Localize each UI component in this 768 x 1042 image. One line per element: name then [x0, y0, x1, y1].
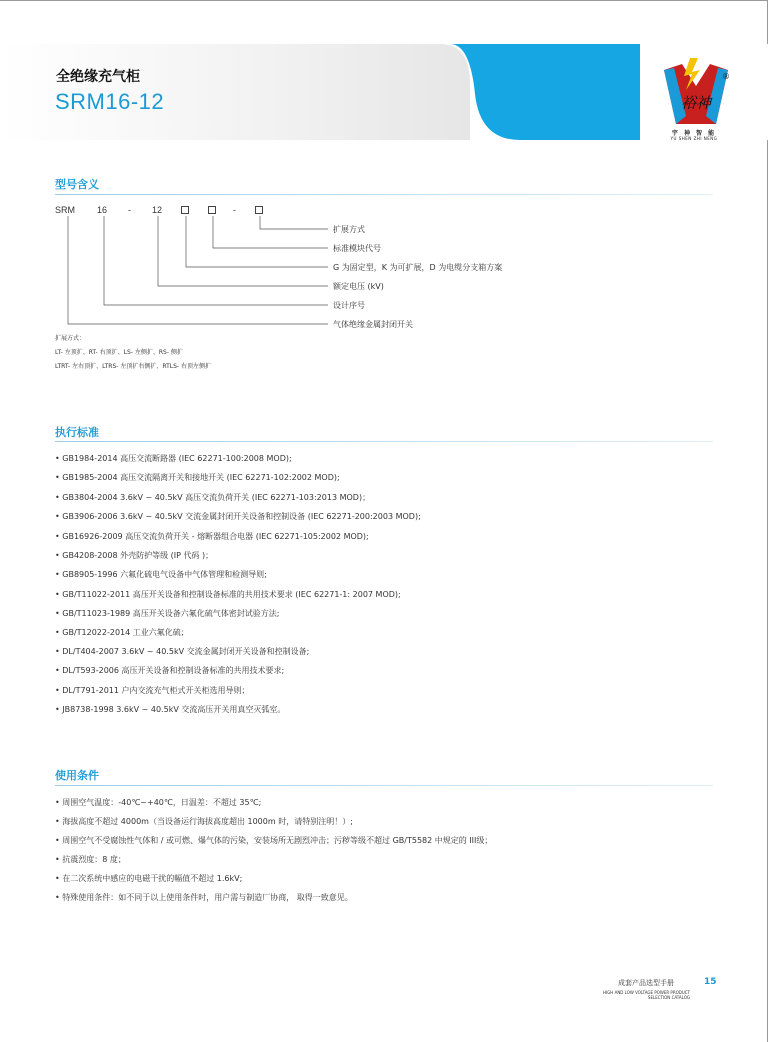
section-heading-standards: 执行标准	[55, 426, 99, 439]
standard-item: • GB/T11023-1989 高压开关设备六氟化硫气体密封试验方法;	[55, 609, 280, 618]
standard-item: • GB1984-2014 高压交流断路器 (IEC 62271-100:2008 MOD);	[55, 454, 292, 463]
condition-item: • 在二次系统中感应的电磁干扰的幅值不超过 1.6kV;	[55, 874, 243, 883]
standard-item: • GB16926-2009 高压交流负荷开关 - 熔断器组合电器 (IEC 62271-105:2002 MOD);	[55, 532, 369, 541]
model-code-prefix: SRM	[55, 205, 75, 215]
section-heading-model: 型号含义	[55, 178, 99, 191]
svg-text:裕神: 裕神	[680, 94, 712, 112]
section-divider	[55, 785, 713, 786]
standard-item: • DL/T404-2007 3.6kV ~ 40.5kV 交流金属封闭开关设备和控制设备;	[55, 647, 310, 656]
model-code-dash: -	[128, 205, 131, 215]
product-model-title: SRM16-12	[55, 89, 165, 114]
standard-item: • GB4208-2008 外壳防护等级 (IP 代码 )；	[55, 551, 214, 560]
logo-chinese-text: 宇 神 智 能	[671, 130, 717, 137]
condition-item: • 周围空气不受腐蚀性气体和 / 或可燃、爆气体的污染，安装场所无剧烈冲击；污秽等级不超过 GB/T5582 中规定的 III级；	[55, 836, 493, 845]
footer-catalog-en: SELECTION CATALOG	[647, 995, 690, 1000]
standard-item: • DL/T791-2011 户内交流充气柜式开关柜选用导则；	[55, 686, 250, 695]
page-title: 全绝缘充气柜	[56, 69, 140, 85]
logo-pinyin-text: YU SHEN ZHI NENG	[670, 136, 718, 141]
standard-item: • GB3906-2006 3.6kV ~ 40.5kV 交流金属封闭开关设备和控制设备 (IEC 62271-200:2003 MOD);	[55, 512, 421, 521]
condition-item: • 抗震烈度：8 度；	[55, 855, 126, 864]
model-code-voltage: 12	[152, 205, 163, 215]
condition-item: • 海拔高度不超过 4000m（当设备运行海拔高度超出 1000m 时，请特别注明！）;	[55, 817, 353, 826]
condition-item: • 周围空气温度：-40℃~+40℃，日温差：不超过 35℃;	[55, 798, 262, 807]
model-code-dash: -	[233, 205, 236, 215]
standard-item: • GB/T12022-2014 工业六氟化硫；	[55, 628, 189, 637]
page-number: 15	[704, 977, 717, 987]
model-desc-design: 设计序号	[333, 301, 365, 310]
section-heading-conditions: 使用条件	[55, 769, 99, 782]
standard-item: • DL/T593-2006 高压开关设备和控制设备标准的共用技术要求;	[55, 666, 285, 675]
standard-item: • GB8905-1996 六氟化硫电气设备中气体管理和检测导则;	[55, 570, 267, 579]
model-desc-switch: 气体绝缘金属封闭开关	[333, 320, 413, 329]
standard-item: • GB1985-2004 高压交流隔离开关和接地开关 (IEC 62271-102:2002 MOD);	[55, 473, 340, 482]
footer-catalog-title: 成套产品选型手册	[618, 979, 674, 987]
extension-note-title: 扩展方式：	[55, 335, 86, 342]
model-desc-module: 标准模块代号	[333, 244, 381, 253]
extension-note: LT- 左顶扩、RT- 右顶扩、LS- 左侧扩、RS- 侧扩	[55, 349, 183, 356]
footer-catalog-en: HIGH AND LOW VOLTAGE POWER PRODUCT	[603, 990, 690, 995]
extension-note: LTRT- 左右顶扩、LTRS- 左顶扩右侧扩、RTLS- 右顶左侧扩	[55, 363, 211, 370]
standard-item: • GB/T11022-2011 高压开关设备和控制设备标准的共用技术要求 (IEC 62271-1: 2007 MOD);	[55, 590, 401, 599]
standard-item: • JB8738-1998 3.6kV ~ 40.5kV 交流高压开关用真空灭弧室。	[55, 705, 286, 714]
model-code-series: 16	[97, 205, 108, 215]
model-leader-lines	[0, 0, 768, 340]
model-desc-voltage: 额定电压 (kV)	[333, 282, 384, 291]
registered-mark: ®	[722, 72, 730, 81]
condition-item: • 特殊使用条件：如不同于以上使用条件时，用户需与制造厂协商， 取得一致意见。	[55, 893, 353, 902]
model-desc-extension: 扩展方式	[333, 225, 365, 234]
model-desc-type: G 为固定型，K 为可扩展，D 为电缆分支箱方案	[333, 263, 503, 272]
section-divider	[55, 441, 713, 442]
standard-item: • GB3804-2004 3.6kV ~ 40.5kV 高压交流负荷开关 (IEC 62271-103:2013 MOD)；	[55, 493, 371, 502]
